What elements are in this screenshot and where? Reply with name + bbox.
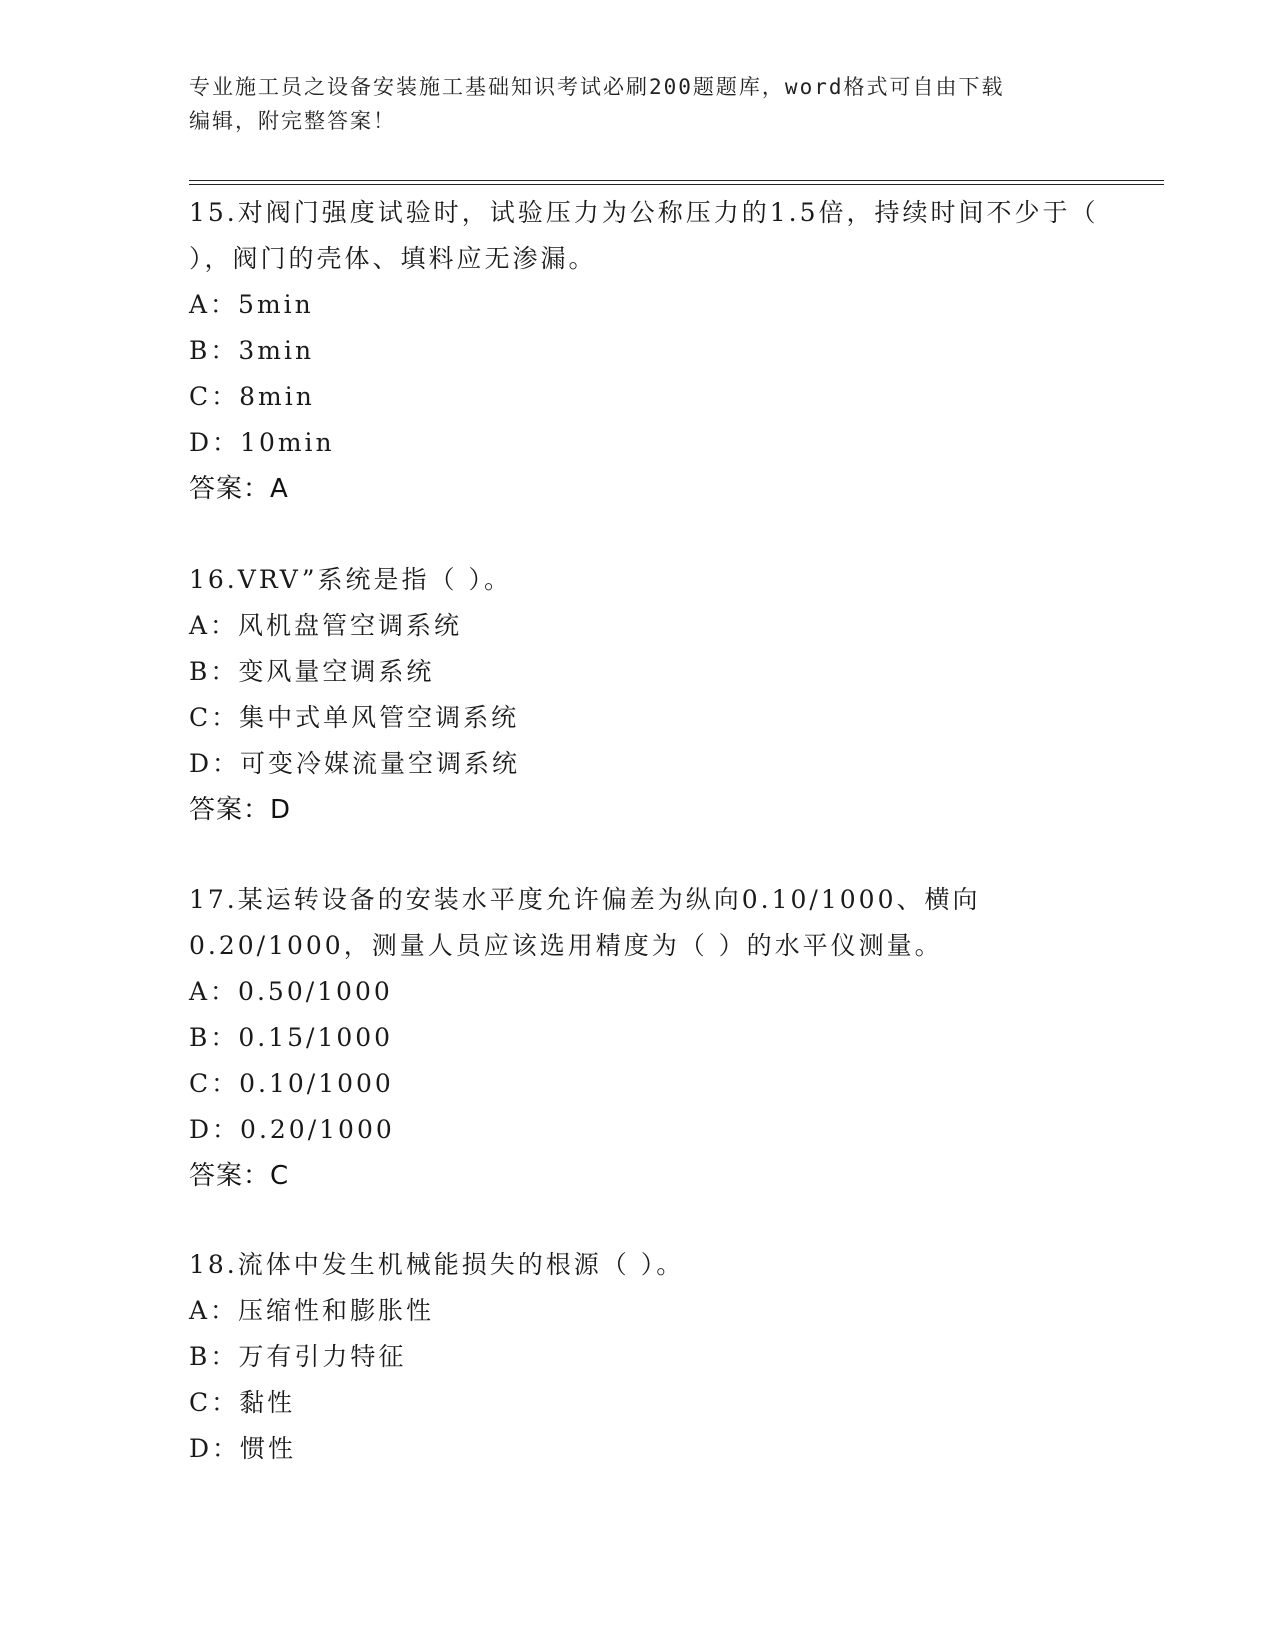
header-line-1: 专业施工员之设备安装施工基础知识考试必刷200题题库，word格式可自由下载	[189, 75, 1005, 99]
option-d: D：10min	[189, 428, 335, 457]
question-17	[189, 877, 1119, 1199]
answer: 答案：C	[189, 1161, 290, 1191]
option-a: A：5min	[189, 290, 314, 319]
option-b: B：万有引力特征	[189, 1342, 407, 1371]
question-18	[189, 1242, 1119, 1472]
option-d: D：惯性	[189, 1434, 297, 1463]
header-divider-bottom	[189, 184, 1164, 185]
answer: 答案：A	[189, 474, 289, 504]
document-header	[189, 70, 1089, 138]
header-divider-top	[189, 180, 1164, 181]
question-text: 15.对阀门强度试验时，试验压力为公称压力的1.5倍，持续时间不少于（ ），阀门的壳体、填料应无渗漏。	[189, 198, 1099, 273]
option-b: B：0.15/1000	[189, 1023, 394, 1052]
answer: 答案：D	[189, 795, 292, 825]
option-c: C：0.10/1000	[189, 1069, 394, 1098]
option-b: B：变风量空调系统	[189, 657, 435, 686]
option-a: A：风机盘管空调系统	[189, 611, 463, 640]
option-c: C：黏性	[189, 1388, 296, 1417]
question-16	[189, 557, 1119, 833]
option-c: C：8min	[189, 382, 315, 411]
option-d: D：0.20/1000	[189, 1115, 395, 1144]
option-a: A：0.50/1000	[189, 977, 393, 1006]
question-text: 18.流体中发生机械能损失的根源（ ）。	[189, 1250, 685, 1279]
question-15	[189, 190, 1119, 512]
option-d: D：可变冷媒流量空调系统	[189, 749, 521, 778]
option-a: A：压缩性和膨胀性	[189, 1296, 435, 1325]
option-c: C：集中式单风管空调系统	[189, 703, 520, 732]
option-b: B：3min	[189, 336, 315, 365]
question-text: 16.VRV”系统是指（ ）。	[189, 565, 512, 594]
header-line-2: 编辑，附完整答案！	[189, 109, 396, 133]
question-text: 17.某运转设备的安装水平度允许偏差为纵向0.10/1000、横向0.20/1000，测量人员应该选用精度为（ ）的水平仪测量。	[189, 885, 981, 960]
